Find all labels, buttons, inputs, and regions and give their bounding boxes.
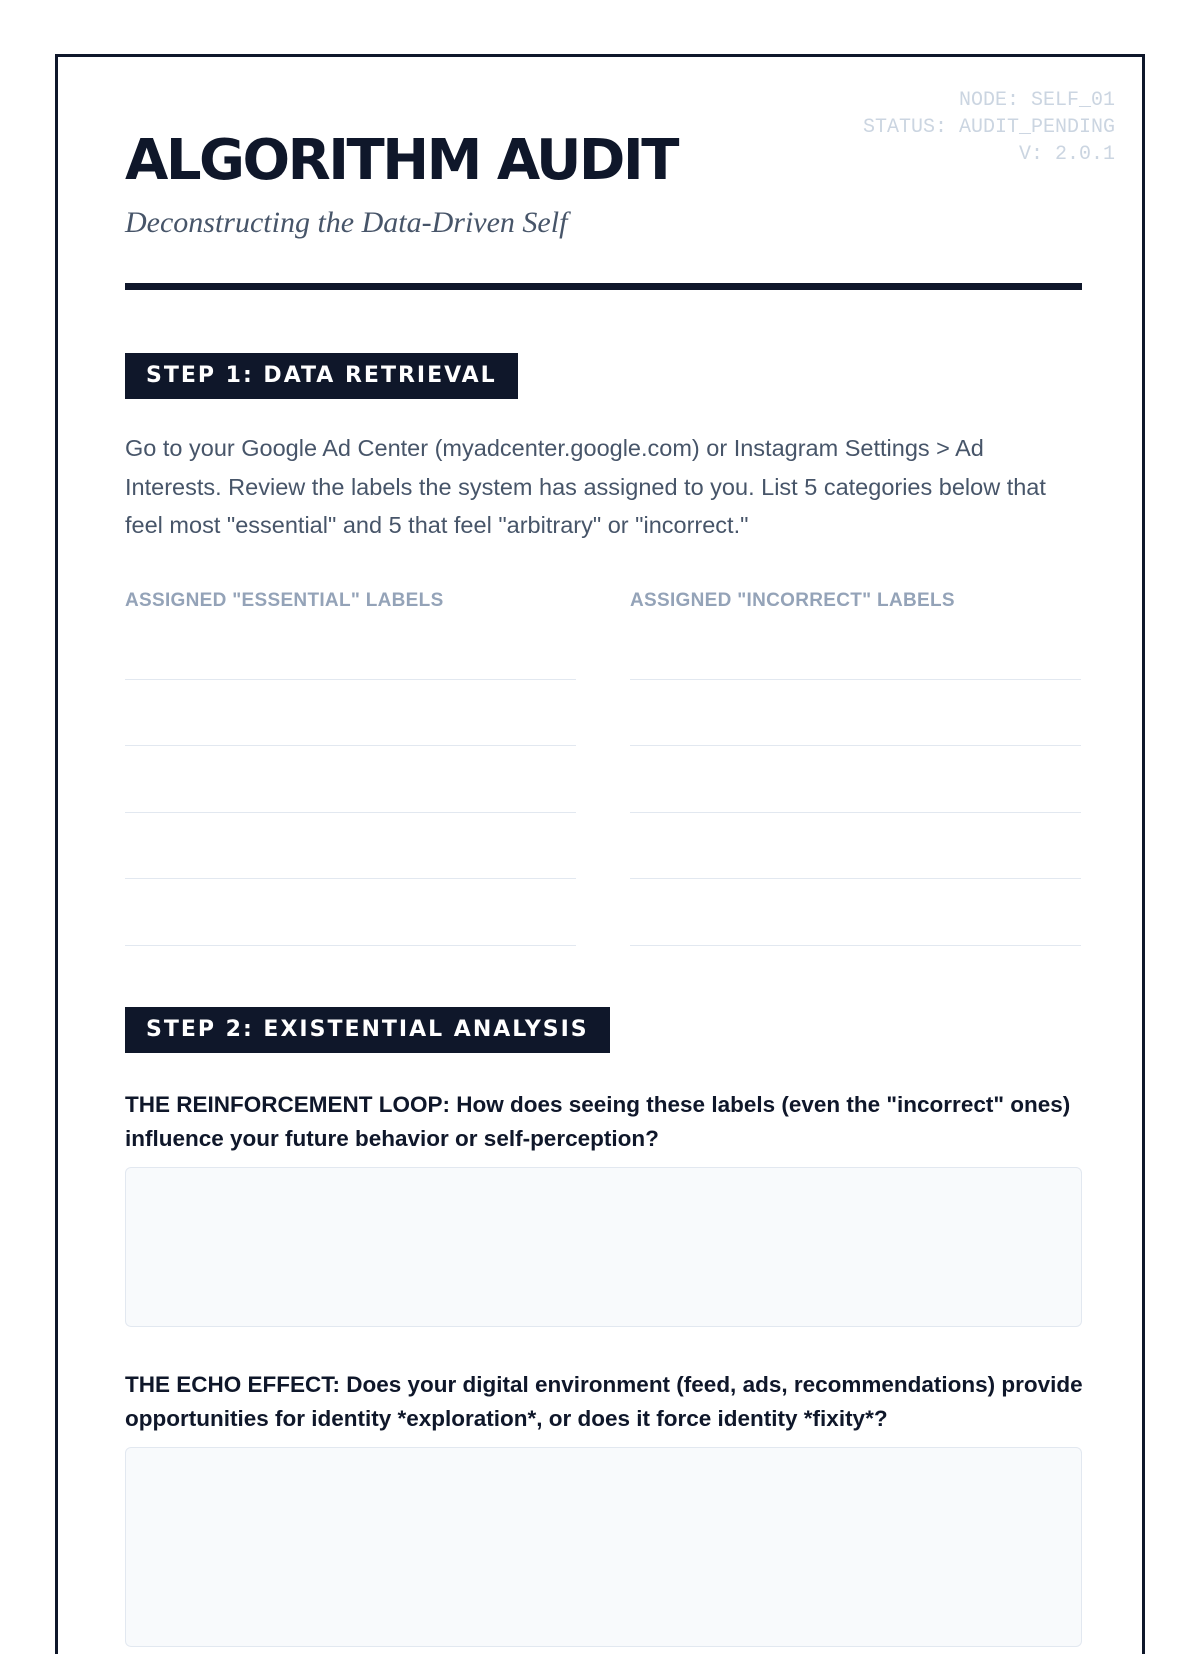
meta-version: V: 2.0.1 (1018, 143, 1115, 166)
reinforcement-loop-question: THE REINFORCEMENT LOOP: How does seeing these labels (even the "incorrect" ones) influence your future behavior or self-perception? (125, 1092, 1071, 1151)
incorrect-label-line-4[interactable] (630, 813, 1081, 880)
step1-badge: STEP 1: DATA RETRIEVAL (125, 353, 518, 399)
worksheet-page (55, 54, 1145, 1654)
echo-effect-question: THE ECHO EFFECT: Does your digital environment (feed, ads, recommendations) provide opportunities for identity *exploration*, or does it force identity *fixity*? (125, 1372, 1083, 1431)
essential-label-line-2[interactable] (125, 680, 576, 747)
essential-labels-list (125, 613, 576, 946)
step1-instructions: Go to your Google Ad Center (myadcenter.google.com) or Instagram Settings > Ad Interests. Review the labels the system has assigned to you. List 5 categories below that feel most "essential" and 5 that feel "arbitrary" or "incorrect." (125, 435, 1046, 538)
meta-node: NODE: SELF_01 (958, 89, 1115, 112)
incorrect-label-line-2[interactable] (630, 680, 1081, 747)
page-subtitle: Deconstructing the Data-Driven Self (125, 206, 568, 239)
essential-label-line-1[interactable] (125, 613, 576, 680)
essential-label-line-5[interactable] (125, 879, 576, 946)
essential-labels-heading: ASSIGNED "ESSENTIAL" LABELS (125, 590, 444, 611)
step2-badge: STEP 2: EXISTENTIAL ANALYSIS (125, 1007, 610, 1053)
incorrect-labels-list (630, 613, 1081, 946)
echo-effect-answer[interactable] (125, 1447, 1082, 1647)
incorrect-labels-heading: ASSIGNED "INCORRECT" LABELS (630, 590, 955, 611)
essential-label-line-4[interactable] (125, 813, 576, 880)
incorrect-label-line-1[interactable] (630, 613, 1081, 680)
document-meta (863, 87, 1115, 168)
meta-status: STATUS: AUDIT_PENDING (862, 116, 1115, 139)
reinforcement-loop-answer[interactable] (125, 1167, 1082, 1327)
essential-label-line-3[interactable] (125, 746, 576, 813)
incorrect-label-line-3[interactable] (630, 746, 1081, 813)
page-title: ALGORITHM AUDIT (125, 128, 677, 193)
header-divider (125, 283, 1082, 290)
incorrect-label-line-5[interactable] (630, 879, 1081, 946)
